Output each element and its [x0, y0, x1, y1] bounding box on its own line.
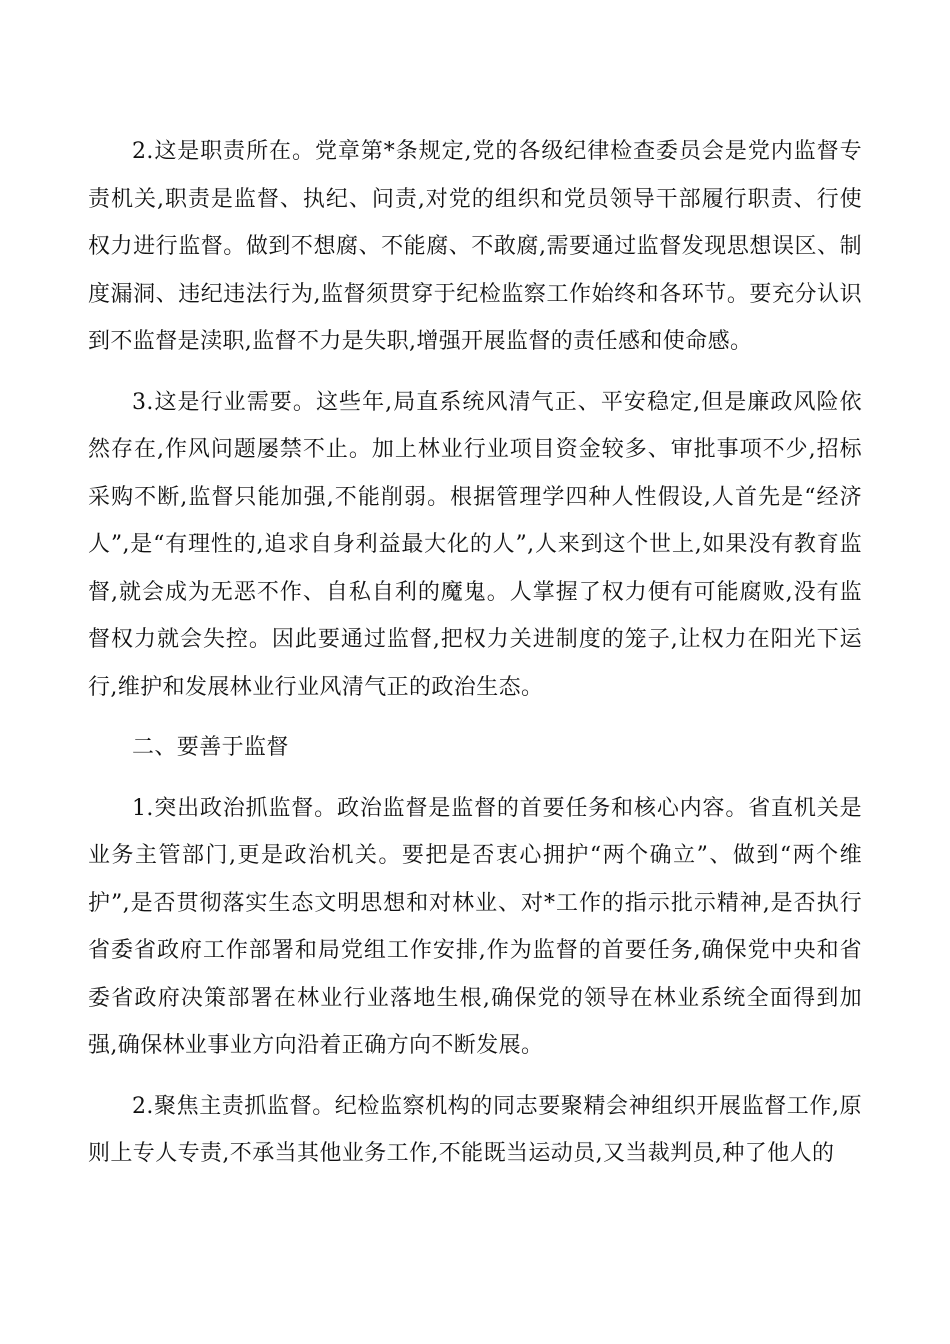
- paragraph-duty: 2.这是职责所在。党章第*条规定,党的各级纪律检查委员会是党内监督专责机关,职责是监督、执纪、问责,对党的组织和党员领导干部履行职责、行使权力进行监督。做到不想腐、不能腐、不敢腐,需要通过监督发现思想误区、制度漏洞、违纪违法行为,监督须贯穿于纪检监察工作始终和各环节。要充分认识到不监督是渎职,监督不力是失职,增强开展监督的责任感和使命感。: [88, 139, 862, 354]
- paragraph-political-supervision: 1.突出政治抓监督。政治监督是监督的首要任务和核心内容。省直机关是业务主管部门,更是政治机关。要把是否衷心拥护“两个确立”、做到“两个维护”,是否贯彻落实生态文明思想和对林业、对*工作的指示批示精神,是否执行省委省政府工作部署和局党组工作安排,作为监督的首要任务,确保党中央和省委省政府决策部署在林业行业落地生根,确保党的领导在林业系统全面得到加强,确保林业事业方向沿着正确方向不断发展。: [88, 795, 862, 1058]
- paragraph-industry-need: 3.这是行业需要。这些年,局直系统风清气正、平安稳定,但是廉政风险依然存在,作风问题屡禁不止。加上林业行业项目资金较多、审批事项不少,招标采购不断,监督只能加强,不能削弱。根据管理学四种人性假设,人首先是“经济人”,是“有理性的,追求自身利益最大化的人”,人来到这个世上,如果没有教育监督,就会成为无恶不作、自私自利的魔鬼。人掌握了权力便有可能腐败,没有监督权力就会失控。因此要通过监督,把权力关进制度的笼子,让权力在阳光下运行,维护和发展林业行业风清气正的政治生态。: [88, 389, 862, 700]
- section-heading: 二、要善于监督: [132, 735, 289, 760]
- paragraph-main-responsibility: 2.聚焦主责抓监督。纪检监察机构的同志要聚精会神组织开展监督工作,原则上专人专责,不承当其他业务工作,不能既当运动员,又当裁判员,种了他人的: [88, 1093, 862, 1166]
- document-body: [88, 128, 862, 1191]
